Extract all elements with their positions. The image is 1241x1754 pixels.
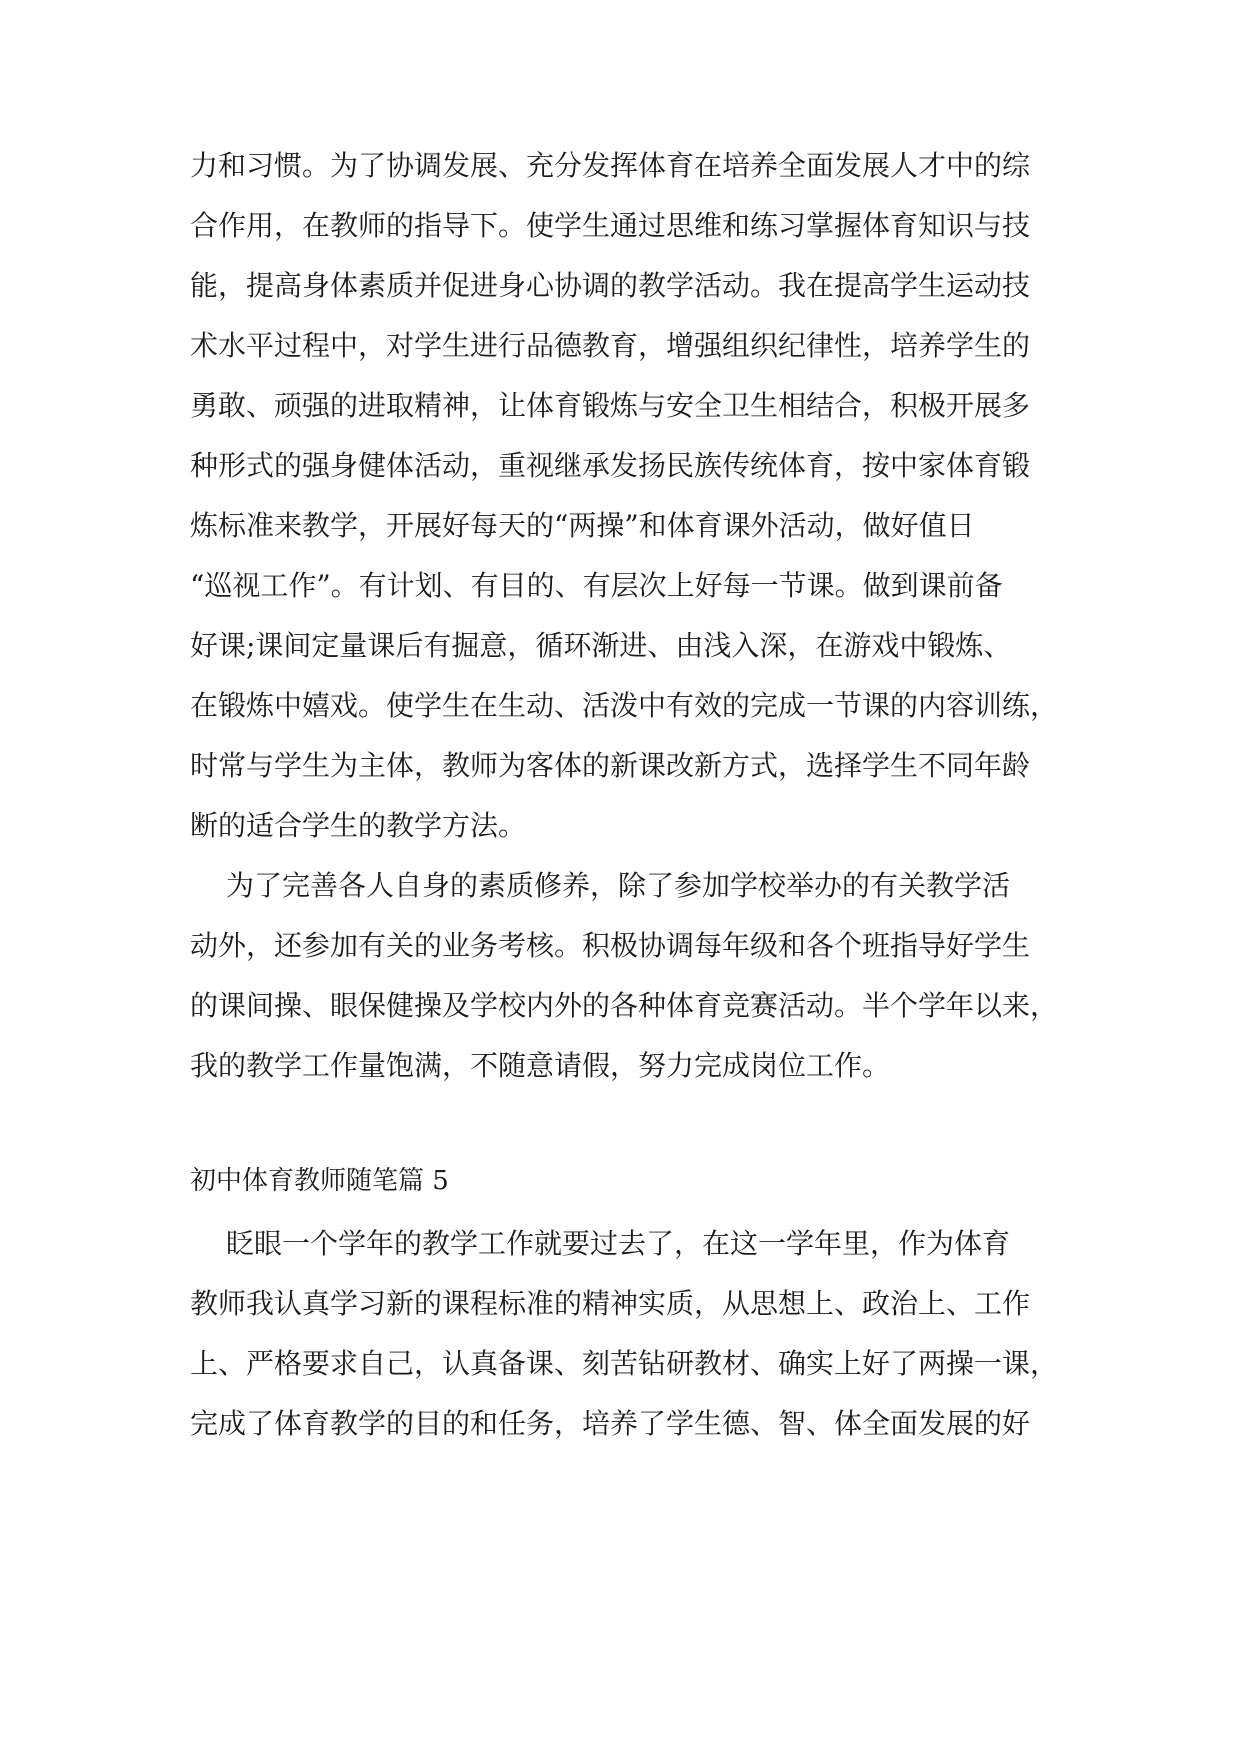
text-line: “巡视工作”。有计划、有目的、有层次上好每一节课。做到课前备 xyxy=(190,569,1003,602)
text-line: 在锻炼中嬉戏。使学生在生动、活泼中有效的完成一节课的内容训练， xyxy=(190,689,1059,722)
text-line: 动外，还参加有关的业务考核。积极协调每年级和各个班指导好学生 xyxy=(190,929,1031,962)
text-line: 眨眼一个学年的教学工作就要过去了，在这一学年里，作为体育 xyxy=(226,1227,1011,1260)
text-line: 合作用，在教师的指导下。使学生通过思维和练习掌握体育知识与技 xyxy=(190,209,1031,242)
text-line: 时常与学生为主体，教师为客体的新课改新方式，选择学生不同年龄 xyxy=(190,749,1031,782)
text-line: 教师我认真学习新的课程标准的精神实质，从思想上、政治上、工作 xyxy=(190,1287,1031,1320)
text-line: 上、严格要求自己，认真备课、刻苦钻研教材、确实上好了两操一课， xyxy=(190,1347,1059,1380)
section-heading: 初中体育教师随笔篇 5 xyxy=(190,1166,449,1196)
text-line: 为了完善各人自身的素质修养，除了参加学校举办的有关教学活 xyxy=(226,869,1011,902)
text-line: 能，提高身体素质并促进身心协调的教学活动。我在提高学生运动技 xyxy=(190,269,1031,302)
text-line: 种形式的强身健体活动，重视继承发扬民族传统体育，按中家体育锻 xyxy=(190,449,1031,482)
text-line: 完成了体育教学的目的和任务，培养了学生德、智、体全面发展的好 xyxy=(190,1407,1031,1440)
text-line: 勇敢、顽强的进取精神，让体育锻炼与安全卫生相结合，积极开展多 xyxy=(190,389,1031,422)
text-line: 术水平过程中，对学生进行品德教育，增强组织纪律性，培养学生的 xyxy=(190,329,1031,362)
text-line: 我的教学工作量饱满，不随意请假，努力完成岗位工作。 xyxy=(190,1049,891,1082)
text-line: 力和习惯。为了协调发展、充分发挥体育在培养全面发展人才中的综 xyxy=(190,149,1031,182)
text-line: 断的适合学生的教学方法。 xyxy=(190,809,527,842)
text-line: 的课间操、眼保健操及学校内外的各种体育竞赛活动。半个学年以来， xyxy=(190,989,1059,1022)
text-line: 炼标准来教学，开展好每天的“两操”和体育课外活动，做好值日 xyxy=(190,509,975,542)
text-line: 好课;课间定量课后有掘意，循环渐进、由浅入深，在游戏中锻炼、 xyxy=(190,629,1012,662)
